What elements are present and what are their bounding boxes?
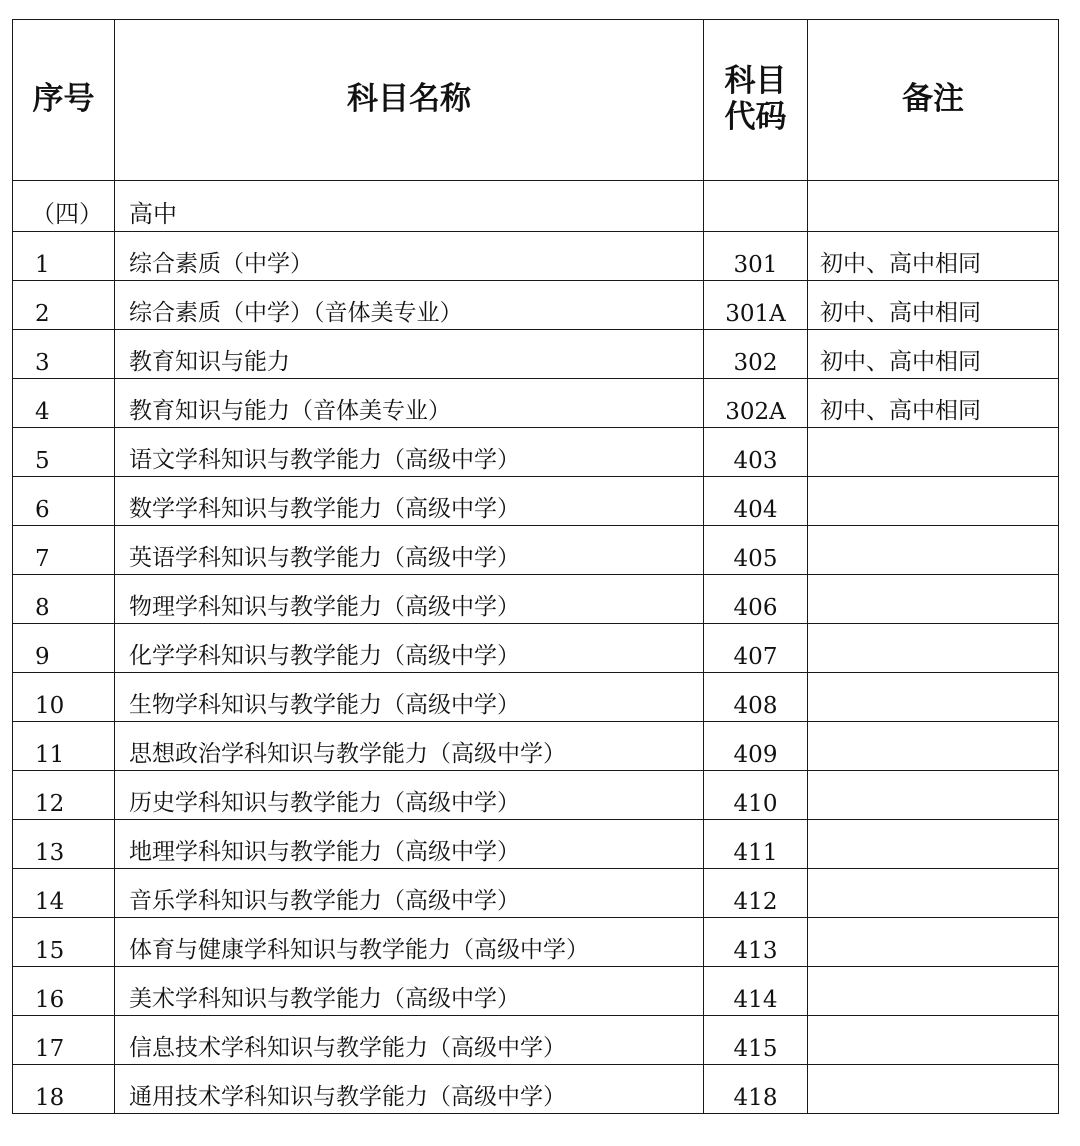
row-index: 5 (13, 428, 115, 477)
row-subject-name: 数学学科知识与教学能力（高级中学） (115, 477, 704, 526)
row-subject-name: 地理学科知识与教学能力（高级中学） (115, 820, 704, 869)
row-subject-code: 301A (704, 281, 808, 330)
header-code-line2: 代码 (724, 99, 787, 135)
row-subject-code: 411 (704, 820, 808, 869)
table-row (13, 477, 1059, 526)
section-note (808, 181, 1059, 232)
table-row (13, 918, 1059, 967)
header-index: 序号 (13, 20, 115, 181)
subject-table (12, 19, 1059, 1114)
row-subject-code: 403 (704, 428, 808, 477)
table-row (13, 330, 1059, 379)
subject-table-sheet (12, 19, 1058, 1131)
row-note (808, 722, 1059, 771)
table-row (13, 526, 1059, 575)
row-subject-name: 思想政治学科知识与教学能力（高级中学） (115, 722, 704, 771)
row-index: 16 (13, 967, 115, 1016)
row-note: 初中、高中相同 (808, 232, 1059, 281)
row-note: 初中、高中相同 (808, 281, 1059, 330)
row-index: 3 (13, 330, 115, 379)
table-row (13, 1016, 1059, 1065)
row-subject-code: 418 (704, 1065, 808, 1114)
row-subject-code: 412 (704, 869, 808, 918)
table-row (13, 575, 1059, 624)
row-subject-name: 音乐学科知识与教学能力（高级中学） (115, 869, 704, 918)
row-index: 18 (13, 1065, 115, 1114)
header-code-line1: 科目 (724, 63, 787, 100)
table-row (13, 771, 1059, 820)
row-subject-name: 综合素质（中学）（音体美专业） (115, 281, 704, 330)
row-subject-name: 美术学科知识与教学能力（高级中学） (115, 967, 704, 1016)
row-note (808, 575, 1059, 624)
row-subject-code: 408 (704, 673, 808, 722)
row-note (808, 820, 1059, 869)
row-note: 初中、高中相同 (808, 330, 1059, 379)
row-subject-name: 语文学科知识与教学能力（高级中学） (115, 428, 704, 477)
row-note (808, 477, 1059, 526)
row-subject-code: 302 (704, 330, 808, 379)
table-row (13, 722, 1059, 771)
table-row (13, 869, 1059, 918)
row-index: 8 (13, 575, 115, 624)
row-subject-name: 历史学科知识与教学能力（高级中学） (115, 771, 704, 820)
row-subject-name: 教育知识与能力 (115, 330, 704, 379)
table-row (13, 1065, 1059, 1114)
row-note: 初中、高中相同 (808, 379, 1059, 428)
row-subject-code: 407 (704, 624, 808, 673)
section-code (704, 181, 808, 232)
row-subject-name: 英语学科知识与教学能力（高级中学） (115, 526, 704, 575)
row-index: 15 (13, 918, 115, 967)
section-name: 高中 (115, 181, 704, 232)
row-note (808, 869, 1059, 918)
table-row (13, 428, 1059, 477)
row-subject-name: 信息技术学科知识与教学能力（高级中学） (115, 1016, 704, 1065)
row-subject-name: 综合素质（中学） (115, 232, 704, 281)
table-row (13, 281, 1059, 330)
table-row (13, 967, 1059, 1016)
row-note (808, 1065, 1059, 1114)
row-index: 6 (13, 477, 115, 526)
header-note: 备注 (808, 20, 1059, 181)
row-subject-name: 物理学科知识与教学能力（高级中学） (115, 575, 704, 624)
row-note (808, 967, 1059, 1016)
row-index: 13 (13, 820, 115, 869)
row-subject-code: 301 (704, 232, 808, 281)
row-subject-name: 教育知识与能力（音体美专业） (115, 379, 704, 428)
row-subject-code: 414 (704, 967, 808, 1016)
header-subject-code (704, 20, 808, 181)
table-row (13, 232, 1059, 281)
table-row (13, 624, 1059, 673)
row-note (808, 673, 1059, 722)
row-index: 14 (13, 869, 115, 918)
row-subject-code: 415 (704, 1016, 808, 1065)
row-index: 11 (13, 722, 115, 771)
row-index: 12 (13, 771, 115, 820)
row-note (808, 624, 1059, 673)
row-subject-code: 409 (704, 722, 808, 771)
row-subject-code: 302A (704, 379, 808, 428)
section-row (13, 181, 1059, 232)
row-note (808, 771, 1059, 820)
table-row (13, 820, 1059, 869)
row-note (808, 1016, 1059, 1065)
row-index: 10 (13, 673, 115, 722)
row-index: 2 (13, 281, 115, 330)
row-subject-name: 通用技术学科知识与教学能力（高级中学） (115, 1065, 704, 1114)
row-index: 1 (13, 232, 115, 281)
row-subject-name: 体育与健康学科知识与教学能力（高级中学） (115, 918, 704, 967)
row-subject-name: 生物学科知识与教学能力（高级中学） (115, 673, 704, 722)
row-subject-name: 化学学科知识与教学能力（高级中学） (115, 624, 704, 673)
row-subject-code: 410 (704, 771, 808, 820)
row-subject-code: 413 (704, 918, 808, 967)
section-index: （四） (13, 181, 115, 232)
row-index: 9 (13, 624, 115, 673)
row-index: 17 (13, 1016, 115, 1065)
row-note (808, 428, 1059, 477)
row-subject-code: 405 (704, 526, 808, 575)
row-index: 4 (13, 379, 115, 428)
row-subject-code: 404 (704, 477, 808, 526)
row-note (808, 918, 1059, 967)
header-subject-name: 科目名称 (115, 20, 704, 181)
table-row (13, 379, 1059, 428)
row-note (808, 526, 1059, 575)
row-index: 7 (13, 526, 115, 575)
row-subject-code: 406 (704, 575, 808, 624)
table-row (13, 673, 1059, 722)
header-row (13, 20, 1059, 181)
